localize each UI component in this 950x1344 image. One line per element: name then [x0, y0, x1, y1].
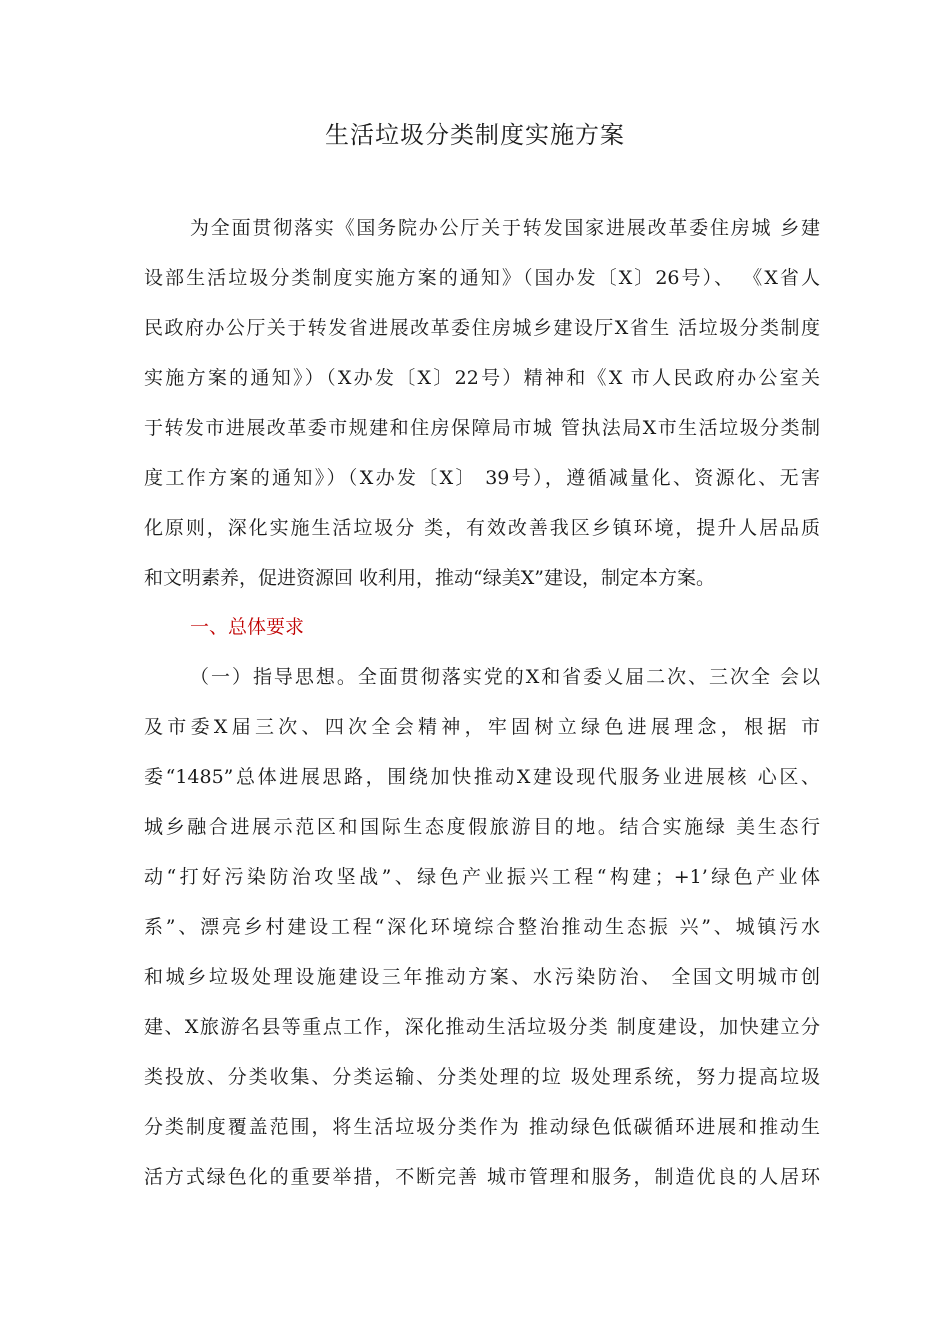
paragraph-2-line: 分类制度覆盖范围，将生活垃圾分类作为 推动绿色低碳循环进展和推动生: [144, 1116, 820, 1138]
paragraph-1-line: 度工作方案的通知》）（X办发〔X〕 39号），遵循减量化、资源化、无害: [144, 467, 820, 489]
paragraph-2-line: 建、X旅游名县等重点工作，深化推动生活垃圾分类 制度建设，加快建立分: [144, 1016, 820, 1038]
paragraph-2-line: 及市委X届三次、四次全会精神，牢固树立绿色进展理念，根据 市: [144, 716, 820, 738]
paragraph-2-line: 活方式绿色化的重要举措，不断完善 城市管理和服务，制造优良的人居环: [144, 1166, 820, 1188]
paragraph-2-line: 和城乡垃圾处理设施建设三年推动方案、水污染防治、 全国文明城市创: [144, 966, 820, 988]
paragraph-2-line: 动“打好污染防治攻坚战”、绿色产业振兴工程“构建；+1’绿色产业体: [144, 866, 820, 888]
document-title: 生活垃圾分类制度实施方案: [325, 121, 625, 149]
paragraph-2-line: （一）指导思想。全面贯彻落实党的X和省委乂届二次、三次全 会以: [190, 666, 820, 688]
paragraph-2-line: 系”、漂亮乡村建设工程“深化环境综合整治推动生态振 兴”、城镇污水: [144, 916, 820, 938]
section-heading: 一、总体要求: [190, 616, 305, 638]
paragraph-1-line: 实施方案的通知》）（X办发〔X〕22号）精神和《X 市人民政府办公室关: [144, 367, 820, 389]
paragraph-1-line: 化原则，深化实施生活垃圾分 类，有效改善我区乡镇环境，提升人居品质: [144, 517, 820, 539]
paragraph-1-line: 民政府办公厅关于转发省进展改革委住房城乡建设厅X省生 活垃圾分类制度: [144, 317, 820, 339]
paragraph-1-line: 于转发市进展改革委市规建和住房保障局市城 管执法局X市生活垃圾分类制: [144, 417, 820, 439]
paragraph-2-line: 委“1485”总体进展思路，围绕加快推动X建设现代服务业进展核 心区、: [144, 766, 820, 788]
paragraph-2-line: 类投放、分类收集、分类运输、分类处理的垃 圾处理系统，努力提高垃圾: [144, 1066, 820, 1088]
paragraph-1-line: 设部生活垃圾分类制度实施方案的通知》（国办发〔X〕26号）、 《X省人: [144, 267, 820, 289]
paragraph-1-line: 和文明素养，促进资源回 收利用，推动“绿美X”建设，制定本方案。: [144, 567, 715, 589]
paragraph-2-line: 城乡融合进展示范区和国际生态度假旅游目的地。结合实施绿 美生态行: [144, 816, 820, 838]
paragraph-1-line: 为全面贯彻落实《国务院办公厅关于转发国家进展改革委住房城 乡建: [190, 217, 820, 239]
